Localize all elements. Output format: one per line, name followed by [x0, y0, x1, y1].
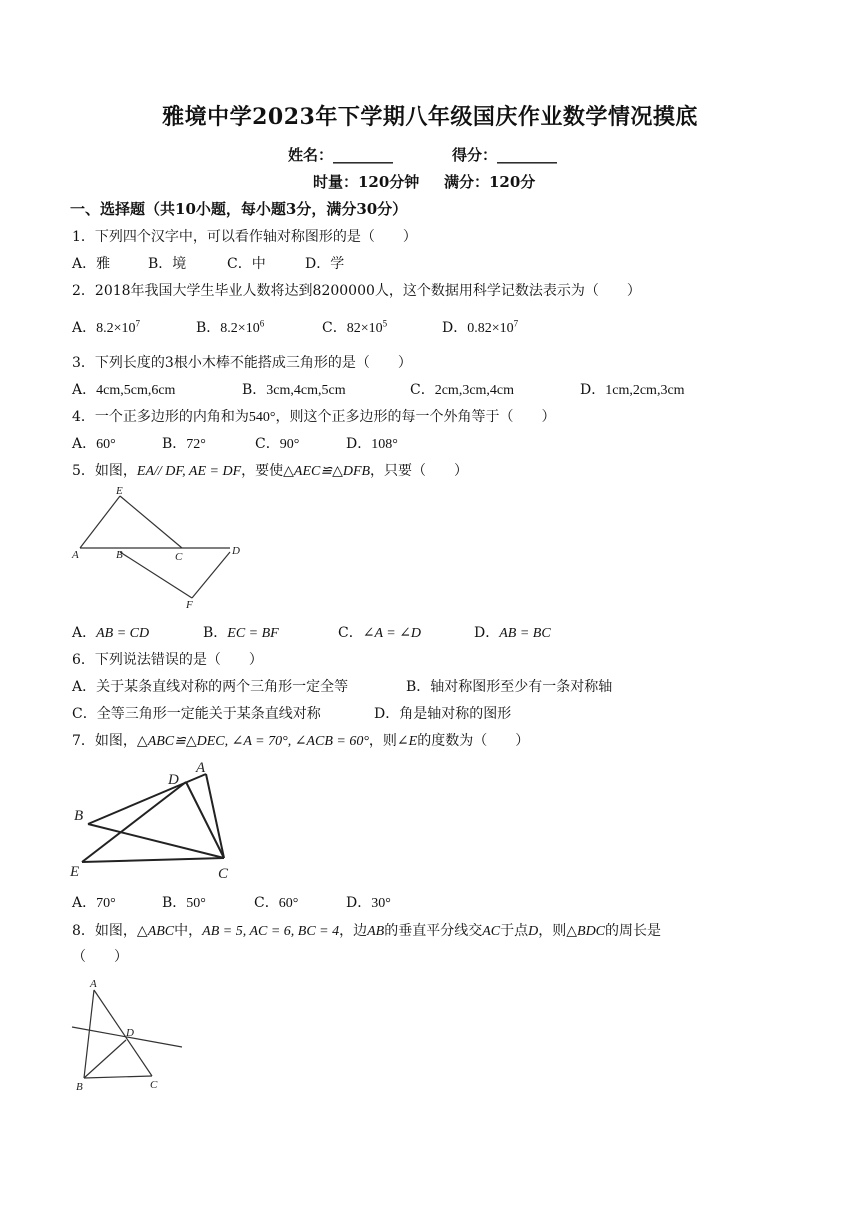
q5-label-b: B: [116, 549, 123, 561]
name-field-label: 姓名：________: [288, 146, 394, 164]
question-7-stem: 7．如图，△ABC≌△DEC, ∠A = 70°, ∠ACB = 60°，则∠E的度数为（ ）: [72, 733, 530, 749]
question-2-stem: 2．2018年我国大学生毕业人数将达到8200000人，这个数据用科学记数法表示为（ ）: [72, 283, 641, 299]
q8-label-d: D: [126, 1027, 134, 1039]
q3-option-a: A．4cm,5cm,6cm: [72, 382, 176, 398]
full-score: 满分：120分: [444, 173, 536, 191]
question-5-stem: 5．如图，EA// DF, AE = DF，要使△AEC≌△DFB，只要（ ）: [72, 463, 469, 479]
time-limit: 时量：120分钟: [313, 173, 420, 191]
question-6-stem: 6．下列说法错误的是（ ）: [72, 652, 263, 668]
q3-option-c: C．2cm,3cm,4cm: [410, 382, 515, 398]
q7-option-b: B．50°: [162, 895, 206, 911]
q4-option-b: B．72°: [162, 436, 206, 452]
question-4-stem: 4．一个正多边形的内角和为540°，则这个正多边形的每一个外角等于（ ）: [72, 409, 556, 425]
q1-option-a: A．雅: [72, 256, 111, 272]
q5-option-c: C．∠A = ∠D: [338, 625, 422, 641]
question-3-stem: 3．下列长度的3根小木棒不能搭成三角形的是（ ）: [72, 355, 412, 371]
q5-label-d: D: [232, 545, 240, 557]
q5-label-f: F: [186, 599, 193, 611]
q5-option-b: B．EC = BF: [203, 625, 279, 641]
q3-option-d: D．1cm,2cm,3cm: [580, 382, 685, 398]
q6-option-d: D．角是轴对称的图形: [374, 706, 512, 722]
q7-figure: [66, 758, 246, 882]
q7-label-e: E: [70, 864, 80, 880]
q5-option-d: D．AB = BC: [474, 625, 551, 641]
q7-option-c: C．60°: [254, 895, 299, 911]
section-heading: 一、选择题（共10小题，每小题3分，满分30分）: [70, 200, 408, 218]
q7-label-b: B: [74, 808, 84, 824]
question-8-stem: 8．如图，△ABC中，AB = 5, AC = 6, BC = 4，边AB的垂直平分线交AC于点D，则△BDC的周长是: [72, 923, 662, 939]
q6-option-c: C．全等三角形一定能关于某条直线对称: [72, 706, 321, 722]
q2-option-c: C．$82\times 10^5$: [322, 318, 388, 336]
q4-option-d: D．108°: [346, 436, 398, 452]
q6-option-b: B．轴对称图形至少有一条对称轴: [406, 679, 613, 695]
q5-figure: [60, 482, 260, 614]
question-1-stem: 1．下列四个汉字中，可以看作轴对称图形的是（ ）: [72, 229, 417, 245]
q8-figure: [66, 974, 190, 1096]
q8-label-b: B: [76, 1081, 83, 1093]
question-8-answer-paren: （ ）: [72, 949, 128, 965]
q7-label-a: A: [196, 760, 206, 776]
q1-option-d: D．学: [305, 256, 345, 272]
q5-option-a: A．AB = CD: [72, 625, 150, 641]
q3-option-b: B．3cm,4cm,5cm: [242, 382, 346, 398]
q7-option-d: D．30°: [346, 895, 391, 911]
q1-option-c: C．中: [227, 256, 266, 272]
q4-option-c: C．90°: [255, 436, 300, 452]
q5-label-e: E: [116, 485, 123, 497]
q1-option-b: B．境: [148, 256, 187, 272]
q7-label-d: D: [168, 772, 179, 788]
score-field-label: 得分：________: [452, 146, 558, 164]
q6-option-a: A．关于某条直线对称的两个三角形一定全等: [72, 679, 349, 695]
q7-option-a: A．70°: [72, 895, 116, 911]
q8-label-c: C: [150, 1079, 158, 1091]
q7-label-c: C: [218, 866, 229, 882]
q4-option-a: A．60°: [72, 436, 116, 452]
q8-label-a: A: [90, 978, 97, 990]
q2-option-b: B．$8.2\times 10^6$: [196, 318, 265, 336]
q2-option-d: D．$0.82\times 10^7$: [442, 318, 519, 336]
q2-option-a: A．$8.2\times 10^7$: [72, 318, 141, 336]
page-title: 雅境中学2023年下学期八年级国庆作业数学情况摸底: [162, 104, 698, 130]
q5-label-c: C: [175, 551, 183, 563]
q5-label-a: A: [72, 549, 79, 561]
